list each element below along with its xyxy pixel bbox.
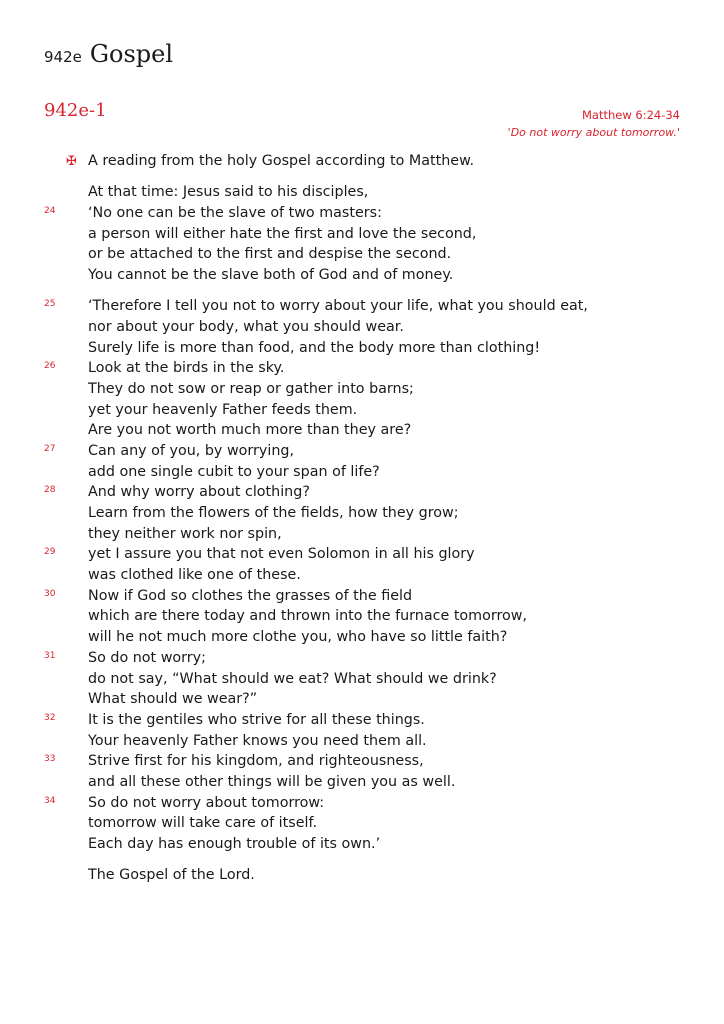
text-line — [0, 793, 724, 814]
section-id: 942e-1 — [44, 100, 107, 121]
line-text: Surely life is more than food, and the body more than clothing! — [88, 339, 541, 356]
text-line — [0, 379, 724, 400]
page-number: 942e — [44, 48, 82, 66]
text-line — [0, 865, 724, 886]
text-line — [0, 689, 724, 710]
text-line — [0, 441, 724, 462]
text-line — [0, 296, 724, 317]
intro-text: A reading from the holy Gospel according to Matthew. — [88, 153, 475, 169]
text-line — [0, 182, 724, 203]
line-text: they neither work nor spin, — [88, 525, 282, 542]
text-line — [0, 772, 724, 793]
verse-block — [0, 865, 724, 886]
line-text: Learn from the flowers of the fields, how they grow; — [88, 505, 459, 521]
cross-icon: ✠ — [66, 154, 77, 169]
text-line — [0, 224, 724, 245]
verse-number: 28 — [44, 485, 56, 496]
page-title: Gospel — [89, 40, 174, 68]
text-line — [0, 338, 724, 359]
text-line — [0, 524, 724, 545]
scripture-reference: Matthew 6:24-34 — [581, 108, 680, 122]
reading-body — [0, 151, 724, 886]
text-line — [0, 244, 724, 265]
text-line — [0, 606, 724, 627]
text-line — [0, 731, 724, 752]
line-text: And why worry about clothing? — [88, 484, 310, 501]
spacer — [0, 855, 724, 866]
line-text: Can any of you, by worrying, — [88, 442, 294, 459]
line-text: The Gospel of the Lord. — [88, 867, 255, 884]
spacer — [0, 286, 724, 297]
line-text: Strive first for his kingdom, and righteousness, — [88, 753, 424, 770]
spacer — [0, 172, 724, 183]
verse-block — [0, 182, 724, 285]
verse-number: 25 — [44, 299, 56, 310]
line-text: Look at the birds in the sky. — [88, 360, 285, 377]
line-text: nor about your body, what you should wear. — [88, 318, 404, 335]
verse-block — [0, 296, 724, 855]
text-line — [0, 317, 724, 338]
line-text: So do not worry about tomorrow: — [88, 794, 325, 811]
line-text: add one single cubit to your span of life? — [88, 463, 380, 480]
text-line — [0, 648, 724, 669]
line-text: You cannot be the slave both of God and of money. — [88, 266, 454, 283]
line-text: So do not worry; — [88, 649, 206, 666]
line-text: yet your heavenly Father feeds them. — [88, 401, 358, 418]
page-header — [44, 40, 173, 68]
verse-number: 34 — [44, 795, 56, 806]
text-line — [0, 420, 724, 441]
line-text: or be attached to the first and despise the second. — [88, 246, 452, 263]
text-line — [0, 627, 724, 648]
text-line — [0, 503, 724, 524]
text-line — [0, 565, 724, 586]
text-line — [0, 203, 724, 224]
line-text: a person will either hate the first and love the second, — [88, 225, 477, 242]
line-text: What should we wear?” — [88, 691, 258, 708]
reading-intro — [0, 151, 724, 172]
line-text: Now if God so clothes the grasses of the field — [88, 587, 413, 604]
reading-summary: 'Do not worry about tomorrow.' — [507, 126, 680, 139]
text-line — [0, 834, 724, 855]
verse-number: 26 — [44, 361, 56, 372]
verse-number: 30 — [44, 588, 56, 599]
line-text: will he not much more clothe you, who have so little faith? — [88, 629, 508, 646]
text-line — [0, 400, 724, 421]
text-line — [0, 710, 724, 731]
line-text: and all these other things will be given you as well. — [88, 773, 456, 790]
line-text: Each day has enough trouble of its own.’ — [88, 836, 381, 852]
line-text: was clothed like one of these. — [88, 567, 301, 584]
text-line — [0, 813, 724, 834]
line-text: tomorrow will take care of itself. — [88, 815, 318, 832]
verse-number: 27 — [44, 443, 56, 454]
scripture-reference-block — [508, 106, 680, 142]
line-text: ‘No one can be the slave of two masters: — [88, 204, 382, 221]
line-text: At that time: Jesus said to his disciples, — [88, 184, 369, 201]
line-text: yet I assure you that not even Solomon in all his glory — [88, 546, 475, 563]
verse-number: 31 — [44, 650, 56, 661]
line-text: do not say, “What should we eat? What should we drink? — [88, 670, 497, 687]
text-line — [0, 669, 724, 690]
verse-number: 32 — [44, 712, 56, 723]
line-text: Your heavenly Father knows you need them all. — [88, 732, 427, 749]
line-text: Are you not worth much more than they are? — [88, 422, 412, 439]
text-line — [0, 544, 724, 565]
line-text: They do not sow or reap or gather into barns; — [88, 380, 414, 397]
text-line — [0, 462, 724, 483]
line-text: which are there today and thrown into the furnace tomorrow, — [88, 608, 528, 625]
verse-number: 29 — [44, 547, 56, 558]
text-line — [0, 265, 724, 286]
verse-number: 24 — [44, 205, 56, 216]
line-text: ‘Therefore I tell you not to worry about your life, what you should eat, — [88, 298, 588, 315]
text-line — [0, 482, 724, 503]
text-line — [0, 751, 724, 772]
line-text: It is the gentiles who strive for all these things. — [88, 711, 425, 728]
text-line — [0, 358, 724, 379]
text-line — [0, 586, 724, 607]
verse-number: 33 — [44, 754, 56, 765]
